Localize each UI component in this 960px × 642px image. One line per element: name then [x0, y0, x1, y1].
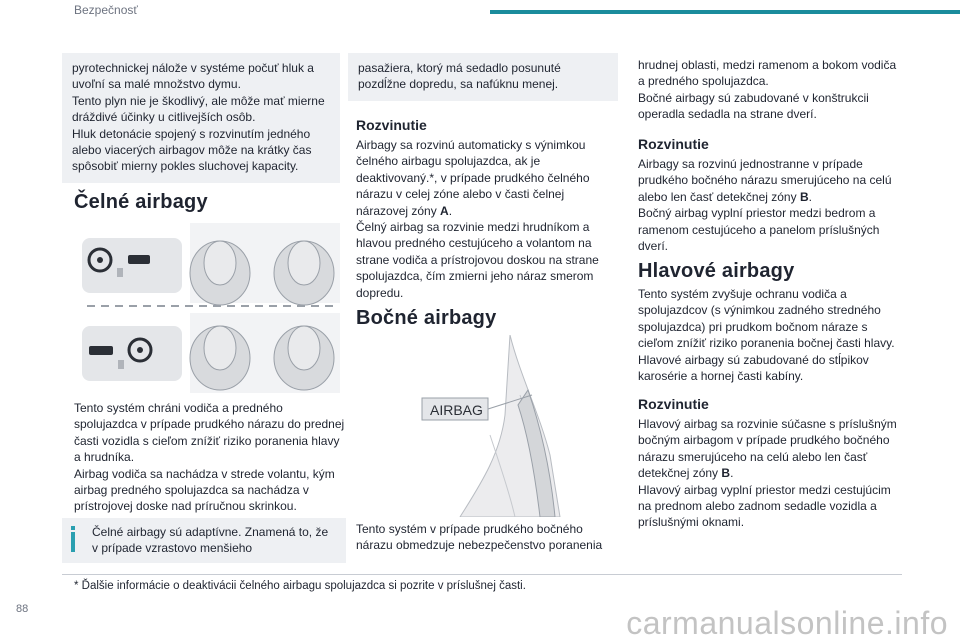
zone-a-label: A — [440, 203, 449, 218]
airbag-label: AIRBAG — [430, 402, 483, 418]
deployment-text — [356, 137, 616, 301]
deployment-text-a: Airbagy sa rozvinú automaticky s výnimkou čelného airbagu spolujazdca, ak je deaktivovaný.*, v prípade prudkého čelného nárazu v celej zóne alebo v časti čelnej nárazovej zóny — [356, 138, 590, 218]
header-accent-bar — [490, 10, 960, 14]
continued-note-box: pasažiera, ktorý má sedadlo posunuté pozdĺžne dopredu, sa nafúknu menej. — [348, 53, 618, 101]
curtain-airbags-text: Tento systém zvyšuje ochranu vodiča a spolujazdcov (s výnimkou zadného stredného spolujazdca) pri prudkom bočnom náraze s cieľom znížiť riziko poranenia bočnej časti hlavy. Hlavové airbagy sú zabudované do stĺpikov karosérie a hornej časti kabíny. — [638, 287, 895, 384]
occupants-top-illustration — [190, 223, 340, 305]
side-airbag-seat-illustration — [400, 335, 600, 517]
zone-b-label: B — [799, 189, 809, 204]
dashboard-lhd-icon — [82, 326, 182, 381]
heading-deployment: Rozvinutie — [356, 117, 427, 133]
heading-side-airbags: Bočné airbagy — [356, 307, 497, 329]
side-deployment-text — [638, 156, 900, 254]
deployment-text-a-end: . — [448, 203, 453, 218]
watermark: carmanualsonline.info — [626, 605, 948, 641]
page-number: 88 — [16, 603, 29, 615]
heading-deployment-side: Rozvinutie — [638, 136, 709, 152]
note-text: Čelné airbagy sú adaptívne. Znamená to, že v prípade vzrastovo menšieho — [92, 525, 329, 556]
frontal-airbags-illustration — [62, 218, 344, 396]
zone-b-label-2: B — [721, 466, 731, 481]
curtain-deployment-text-a: Hlavový airbag sa rozvinie súčasne s príslušným bočným airbagom v prípade prudkého bočného nárazu smerujúceho na celú alebo len časť detekčnej zóny — [638, 417, 897, 481]
curtain-deployment-text — [638, 416, 906, 531]
section-title: Bezpečnosť — [74, 3, 138, 17]
heading-frontal-airbags: Čelné airbagy — [74, 191, 208, 213]
footnote-divider — [62, 574, 902, 575]
side-deployment-text-a: Airbagy sa rozvinú jednostranne v prípade prudkého bočného nárazu smerujúceho na celú alebo len časť detekčnej zóny — [638, 157, 892, 204]
side-deployment-text-end: . Bočný airbag vyplní priestor medzi bedrom a ramenom cestujúceho a panelom príslušných dverí. — [638, 189, 880, 254]
note-box — [62, 518, 346, 563]
frontal-airbags-text: Tento systém chráni vodiča a predného spolujazdca v prípade prudkého nárazu do prednej časti vozidla s cieľom znížiť riziko poranenia hlavy a hrudníka. Airbag vodiča sa nachádza v strede volantu, kým airbag predného spolujazdca sa nachádza v prístrojovej doske nad príručnou skrinkou. — [74, 401, 345, 514]
dashboard-driver-icon — [82, 238, 182, 293]
footnote: * Ďalšie informácie o deaktivácii čelného airbagu spolujazdca si pozrite v príslušnej časti. — [74, 580, 526, 592]
info-icon — [71, 526, 75, 554]
deployment-text-b: Čelný airbag sa rozvinie medzi hrudníkom a hlavou predného cestujúceho a volantom na strane vodiča a prístrojovou doskou na strane spolujazdca, čím zmierni jeho náraz smerom dopredu. — [356, 220, 599, 300]
continued-text-box: pyrotechnickej nálože v systéme počuť hluk a uvoľní sa malé množstvo dymu. Tento plyn nie je škodlivý, ale môže mať mierne dráždivé účinky u citlivejších osôb. Hluk detonácie spojený s rozvinutím jedného alebo viacerých airbagov môže na krátky čas spôsobiť mierny pokles sluchovej kapacity. — [62, 53, 340, 183]
side-airbags-text: Tento systém v prípade prudkého bočného nárazu obmedzuje nebezpečenstvo poranenia — [356, 522, 603, 553]
heading-deployment-curtain: Rozvinutie — [638, 396, 709, 412]
curtain-deployment-text-end: . Hlavový airbag vyplní priestor medzi cestujúcim na prednom alebo zadnom sedadle vozidla a príslušnými oknami. — [638, 466, 891, 530]
side-airbags-text-continued: hrudnej oblasti, medzi ramenom a bokom vodiča a predného spolujazdca. Bočné airbagy sú zabudované v konštrukcii operadla sedadla na strane dverí. — [638, 58, 897, 122]
heading-curtain-airbags: Hlavové airbagy — [638, 260, 795, 282]
occupants-bottom-illustration — [190, 313, 340, 393]
